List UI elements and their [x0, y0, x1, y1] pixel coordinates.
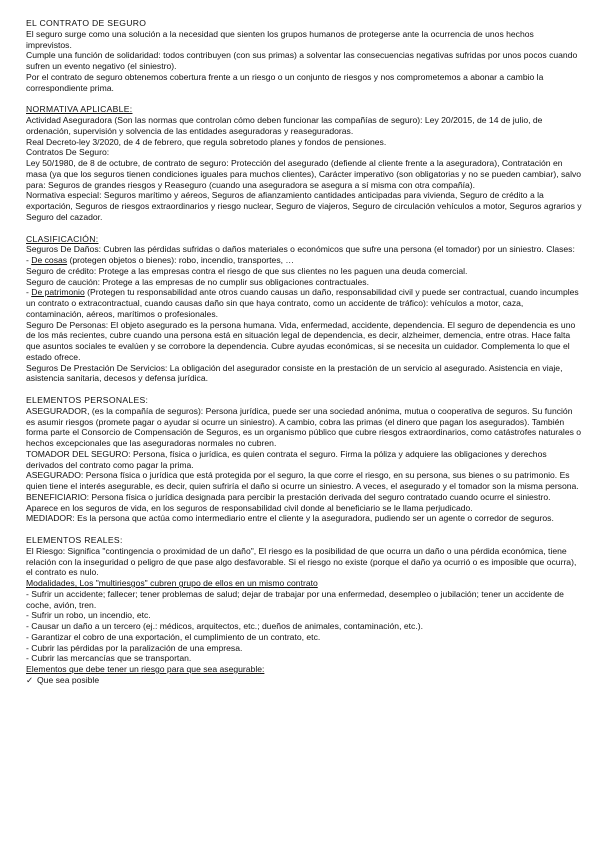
- document-page: [26, 18, 582, 686]
- intro-paragraph: El seguro surge como una solución a la necesidad que sienten los grupos humanos de protegerse ante la ocurrencia de unos hechos imprevistos.: [26, 28, 534, 50]
- list-item: - Cubrir las mercancías que se transportan.: [26, 653, 192, 664]
- document-title: EL CONTRATO DE SEGURO: [26, 18, 147, 28]
- clasificacion-item: [26, 255, 582, 266]
- list-item: - Garantizar el cobro de una exportación, el cumplimiento de un contrato, etc.: [26, 631, 321, 642]
- personales-paragraph: ASEGURADO: Persona física o jurídica que está protegida por el seguro, la que corre el riesgo, en su persona, sus bienes o su patrimonio. Es quien tiene el interés asegurable, es decir, quien sufriría el daño si ocurre un siniestro. A veces, el asegurado y el tomador son la misma persona.: [26, 470, 579, 491]
- normativa-paragraph: Contratos De Seguro:: [26, 147, 110, 158]
- normativa-paragraph: Actividad Aseguradora (Son las normas que controlan cómo deben funcionar las compañías de seguro): Ley 20/2015, de 14 de julio, de ordenación, supervisión y solvencia de las entidades aseguradoras y reaseguradoras.: [26, 115, 543, 136]
- section-heading-reales: ELEMENTOS REALES:: [26, 535, 123, 545]
- normativa-paragraph: Normativa especial: Seguros marítimo y aéreos, Seguros de afianzamiento cantidades anticipadas para vivienda, Seguro de crédito a la exportación, Seguros de riesgos extraordinarios y riesgo nuclear, Seguro de viajeros, Seguro de circulación vehículos a motor, Seguros agrarios y Seguro del cazador.: [26, 190, 582, 222]
- section-heading-personales: ELEMENTOS PERSONALES:: [26, 395, 149, 405]
- clasificacion-paragraph: Seguro de caución: Protege a las empresas de no cumplir sus obligaciones contractuales.: [26, 276, 369, 287]
- list-item: - Sufrir un accidente; fallecer; tener problemas de salud; dejar de trabajar por una enfermedad, desempleo o jubilación; tener un accidente de coche, avión, tren.: [26, 588, 564, 610]
- personales-paragraph: MEDIADOR: Es la persona que actúa como intermediario entre el cliente y la aseguradora, pudiendo ser un agente o corredor de seguros.: [26, 513, 554, 524]
- normativa-paragraph: Real Decreto-ley 3/2020, de 4 de febrero, que regula sobretodo planes y fondos de pensiones.: [26, 136, 387, 147]
- intro-paragraph: Por el contrato de seguro obtenemos cobertura frente a un riesgo o un conjunto de riesgos y nos comprometemos a abonar a cambio la correspondiente prima.: [26, 71, 544, 93]
- checkmark-icon: ✓: [26, 674, 34, 685]
- personales-paragraph: ASEGURADOR, (es la compañía de seguros): Persona jurídica, puede ser una sociedad anónima, mutua o cooperativa de seguros. Su función es asumir riesgos (promete pagar o ayudar si ocurre un siniestro). A cambio, cobra las primas (el dinero que pagan los asegurados). También forma parte el Consorcio de Compensación de Seguros, es un organismo público que cubre riesgos extraordinarios, como catástrofes naturales o hechos excepcionales que las aseguradoras normales no cubren.: [26, 405, 582, 448]
- section-heading-clasificacion: CLASIFICACIÓN:: [26, 233, 99, 244]
- check-item-text: Que sea posible: [37, 674, 100, 685]
- item-text: (protegen objetos o bienes): robo, incendio, transportes, …: [67, 255, 294, 265]
- clasificacion-paragraph: Seguros De Daños: Cubren las pérdidas sufridas o daños materiales o económicos que sufre una persona (el tomador) por un siniestro. Clases:: [26, 244, 575, 255]
- personales-paragraph: TOMADOR DEL SEGURO: Persona, física o jurídica, es quien contrata el seguro. Firma la póliza y adquiere las obligaciones y derechos derivados del contrato como pagar la prima.: [26, 448, 547, 470]
- intro-paragraph: Cumple una función de solidaridad: todos contribuyen (con sus primas) a solventar las consecuencias negativas sufridas por unos pocos cuando sufren un evento negativo (el siniestro).: [26, 50, 578, 71]
- list-item: - Sufrir un robo, un incendio, etc.: [26, 610, 151, 621]
- reales-paragraph: El Riesgo: Significa "contingencia o proximidad de un daño", El riesgo es la posibilidad de que ocurra un daño o una pérdida económica, tiene relación con la inseguridad o peligro de que pase algo desfavorable. Si el riesgo no existe (porque el daño ya ocurrió o es imposible que ocurra), el contrato es nulo.: [26, 545, 577, 578]
- item-prefix: -: [26, 287, 32, 298]
- check-item: [26, 675, 582, 686]
- item-text: (Protegen tu responsabilidad ante otros cuando causas un daño, responsabilidad civil y puede ser contractual, cuando incumples un contrato o extracontractual, cuando causas daño sin que haya contrato, como un accidente de tráfico): vehículos a motor, caza, contaminación, aéreos, marítimos o profesionales.: [26, 287, 579, 319]
- item-term: De patrimonio: [31, 287, 85, 298]
- list-item: - Cubrir las pérdidas por la paralización de una empresa.: [26, 642, 243, 653]
- list-item: - Causar un daño a un tercero (ej.: médicos, arquitectos, etc.; dueños de animales, contaminación, etc.).: [26, 621, 423, 631]
- elementos-heading: Elementos que debe tener un riesgo para que sea asegurable:: [26, 664, 265, 674]
- modalidades-heading: Modalidades, Los "multiriesgos" cubren grupo de ellos en un mismo contrato: [26, 578, 318, 588]
- clasificacion-paragraph: Seguros De Prestación De Servicios: La obligación del asegurador consiste en la prestación de un servicio al asegurado. Asistencia en viaje, asistencia sanitaria, decesos y defensa jurídica.: [26, 362, 563, 384]
- section-heading-normativa: NORMATIVA APLICABLE:: [26, 104, 133, 115]
- clasificacion-paragraph: Seguro de crédito: Protege a las empresas contra el riesgo de que sus clientes no les paguen una deuda comercial.: [26, 265, 468, 276]
- item-term: De cosas: [31, 255, 68, 265]
- normativa-paragraph: Ley 50/1980, de 8 de octubre, de contrato de seguro: Protección del asegurado (defiende al cliente frente a la aseguradora), Contratación en masa (ya que los seguros tienen condiciones iguales para muchos clientes), Carácter imperativo (son obligatorias y no se pueden cambiar), salvo para: Seguros de grandes riesgos y Reaseguro (cuando una aseguradora se asegura a sí misma con otra compañía).: [26, 158, 582, 190]
- clasificacion-paragraph: Seguro De Personas: El objeto asegurado es la persona humana. Vida, enfermedad, accidente, dependencia. El seguro de dependencia es uno de los más recientes, cubre cuando una persona está en situación legal de dependencia, es decir, alzheimer, demencia, entre otras. Hace falta que asuntos sociales te evalúen y se corrobore la dependencia. Cubre ayudas económicas, si se necesita un cuidador. Complementa lo que el estado ofrece.: [26, 319, 576, 362]
- item-prefix: -: [26, 255, 32, 265]
- clasificacion-item: [26, 287, 582, 319]
- personales-paragraph: BENEFICIARIO: Persona física o jurídica designada para percibir la prestación derivada del seguro contratado cuando ocurre el siniestro. Aparece en los seguros de vida, en los seguros de responsabilidad civil donde al beneficiario se le llama perjudicado.: [26, 491, 551, 513]
